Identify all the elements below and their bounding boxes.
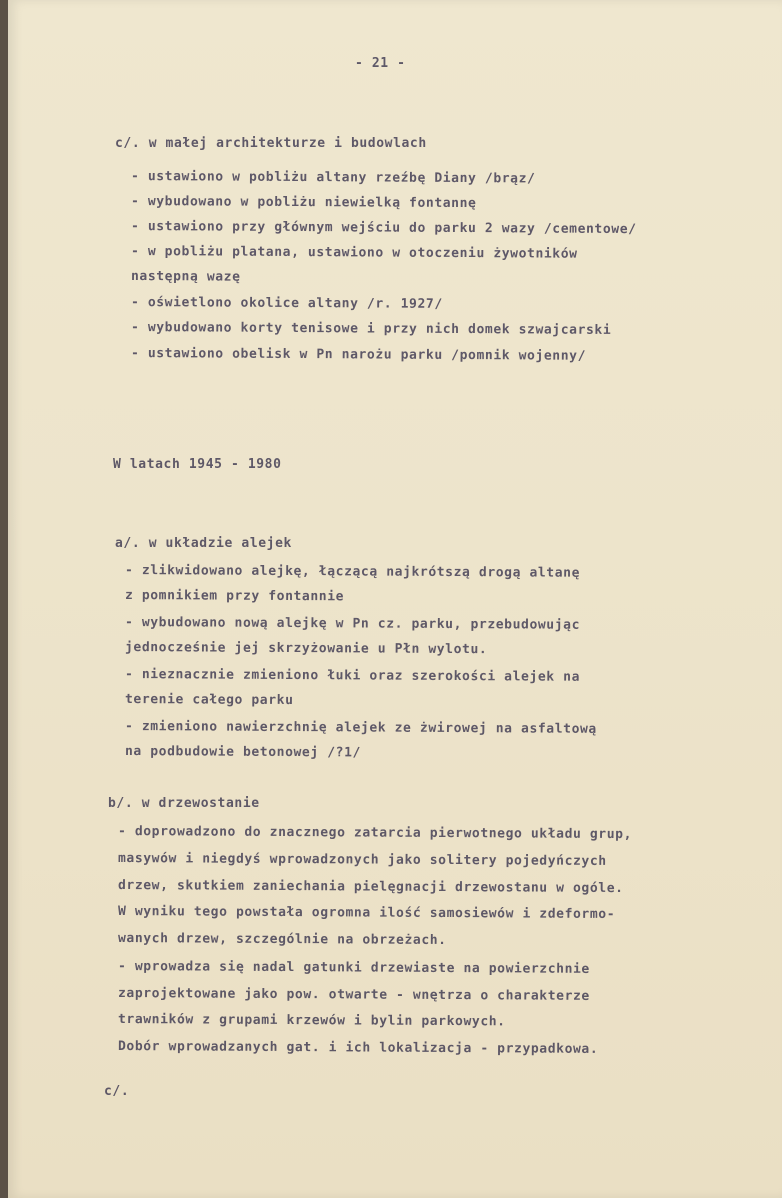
list-item: - wybudowano w pobliżu niewielką fontannę [130, 194, 477, 212]
list-item: - wprowadza się nadal gatunki drzewiaste na powierzchnie [117, 959, 590, 977]
section-a-heading: a/. w układzie alejek [115, 536, 292, 551]
list-item: trawników z grupami krzewów i bylin parkowych. [117, 1012, 506, 1030]
list-item: jednocześnie jej skrzyżowanie u Płn wylotu. [124, 640, 488, 658]
years-heading: W latach 1945 - 1980 [113, 457, 282, 472]
document-page [8, 0, 782, 1198]
list-item: terenie całego parku [124, 692, 294, 709]
list-item: - ustawiono przy głównym wejściu do parku 2 wazy /cementowe/ [130, 219, 637, 238]
list-item: z pomnikiem przy fontannie [124, 588, 345, 605]
list-item: - wybudowano korty tenisowe i przy nich domek szwajcarski [130, 320, 612, 338]
section-b-heading: b/. w drzewostanie [108, 796, 260, 811]
list-item: - ustawiono w pobliżu altany rzeźbę Diany /brąz/ [130, 169, 536, 187]
list-item: W wyniku tego powstała ogromna ilość samosiewów i zdeformo- [117, 904, 616, 923]
list-item: - w pobliżu platana, ustawiono w otoczeniu żywotników [130, 244, 578, 262]
list-item: - zmieniono nawierzchnię alejek ze żwirowej na asfaltową [124, 719, 597, 737]
section-c-heading: c/. w małej architekturze i budowlach [115, 136, 427, 151]
list-item: - ustawiono obelisk w Pn narożu parku /pomnik wojenny/ [130, 346, 587, 364]
list-item: - wybudowano nową alejkę w Pn cz. parku, przebudowując [124, 615, 581, 633]
list-item: następną wazę [130, 269, 241, 285]
continuation-mark: c/. [104, 1084, 130, 1099]
list-item: na podbudowie betonowej /?1/ [124, 744, 361, 761]
list-item: - zlikwidowano alejkę, łączącą najkrótszą drogą altanę [124, 563, 581, 581]
list-item: Dobór wprowadzanych gat. i ich lokalizacja - przypadkowa. [117, 1039, 599, 1057]
list-item: masywów i niegdyś wprowadzonych jako solitery pojedyńczych [117, 851, 607, 869]
list-item: - oświetlono okolice altany /r. 1927/ [130, 295, 443, 312]
list-item: wanych drzew, szczególnie na obrzeżach. [117, 931, 447, 949]
list-item: - doprowadzono do znacznego zatarcia pierwotnego układu grup, [117, 824, 633, 843]
list-item: - nieznacznie zmieniono łuki oraz szerokości alejek na [124, 667, 581, 685]
list-item: drzew, skutkiem zaniechania pielęgnacji drzewostanu w ogóle. [117, 878, 624, 897]
page-number: - 21 - [355, 56, 406, 71]
list-item: zaprojektowane jako pow. otwarte - wnętrza o charakterze [117, 986, 590, 1004]
